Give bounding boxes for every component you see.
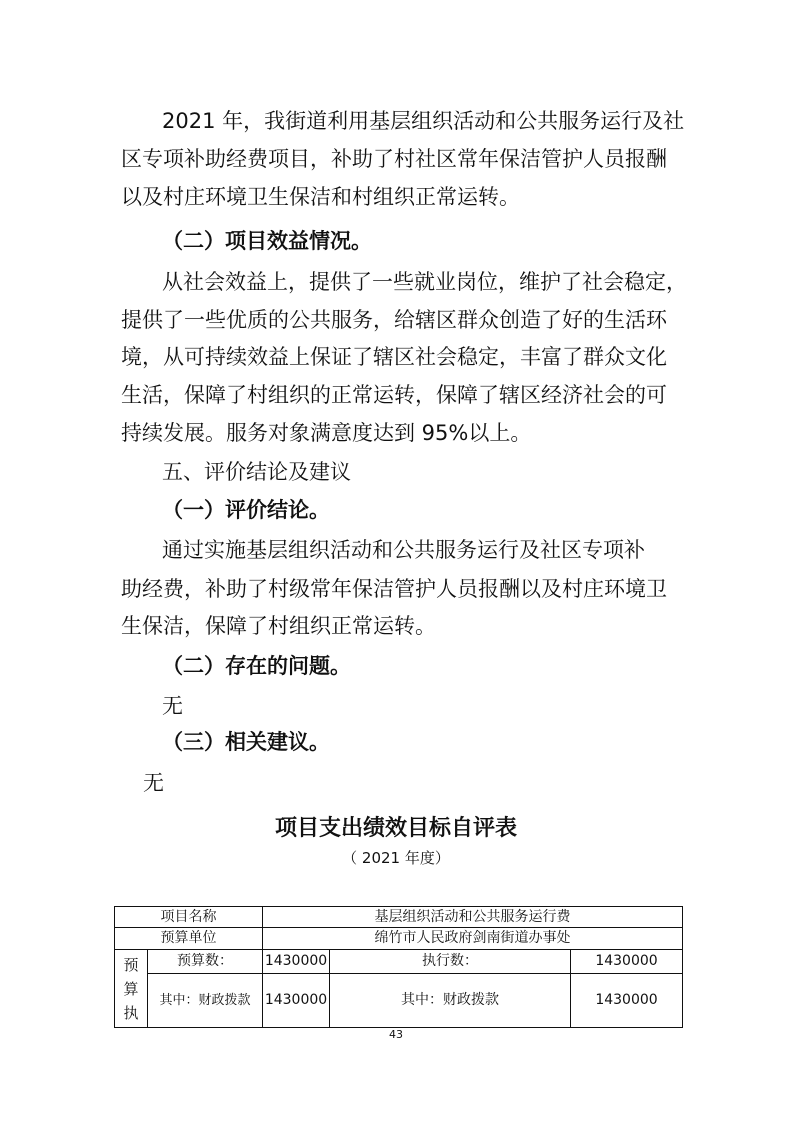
table-title: 项目支出绩效目标自评表 [274,816,517,841]
performance-table [114,906,683,1028]
table-row [115,974,683,1028]
paragraph-line: 境，从可持续效益上保证了辖区社会稳定，丰富了群众文化 [121,345,667,369]
paragraph-line: 以及村庄环境卫生保洁和村组织正常运转。 [121,185,520,209]
table-row [115,928,683,950]
paragraph-line: 2021 年，我街道利用基层组织活动和公共服务运行及社 [162,109,685,133]
paragraph-line: 生活，保障了村组织的正常运转，保障了辖区经济社会的可 [121,383,667,407]
heading-benefit: （二）项目效益情况。 [162,229,372,253]
budget-value: 1430000 [263,950,330,974]
table-row [115,950,683,974]
table-row [115,907,683,928]
paragraph-line: 提供了一些优质的公共服务，给辖区群众创造了好的生活环 [121,308,667,332]
side-char: 算 [123,979,139,998]
fiscal-budget-value: 1430000 [263,974,330,1028]
paragraph-line: 持续发展。服务对象满意度达到 95%以上。 [121,421,532,445]
fiscal-label: 其中：财政拨款 [148,974,263,1028]
table-subtitle: （ 2021 年度） [342,849,450,867]
side-char: 预 [123,955,139,974]
side-char: 执 [123,1003,139,1022]
paragraph-line: 通过实施基层组织活动和公共服务运行及社区专项补 [162,538,645,562]
page-number: 43 [389,1028,403,1041]
unit-value: 绵竹市人民政府剑南街道办事处 [263,928,683,950]
heading-section-5: 五、评价结论及建议 [162,460,351,484]
fiscal-exec-label: 其中：财政拨款 [330,974,571,1028]
paragraph-line: 区专项补助经费项目，补助了村社区常年保洁管护人员报酬 [121,147,667,171]
exec-label: 执行数： [330,950,571,974]
heading-conclusion: （一）评价结论。 [162,498,330,522]
heading-problems: （二）存在的问题。 [162,654,351,678]
none-text: 无 [143,771,164,795]
unit-label: 预算单位 [115,928,263,950]
paragraph-line: 助经费，补助了村级常年保洁管护人员报酬以及村庄环境卫 [121,577,667,601]
budget-label: 预算数： [148,950,263,974]
paragraph-line: 生保洁，保障了村组织正常运转。 [121,614,436,638]
paragraph-line: 从社会效益上，提供了一些就业岗位，维护了社会稳定， [162,270,687,294]
project-name-label: 项目名称 [115,907,263,928]
project-name-value: 基层组织活动和公共服务运行费 [263,907,683,928]
budget-exec-side-label [115,950,148,1028]
exec-value: 1430000 [571,950,683,974]
fiscal-exec-value: 1430000 [571,974,683,1028]
heading-suggestions: （三）相关建议。 [162,730,330,754]
none-text: 无 [162,694,183,718]
